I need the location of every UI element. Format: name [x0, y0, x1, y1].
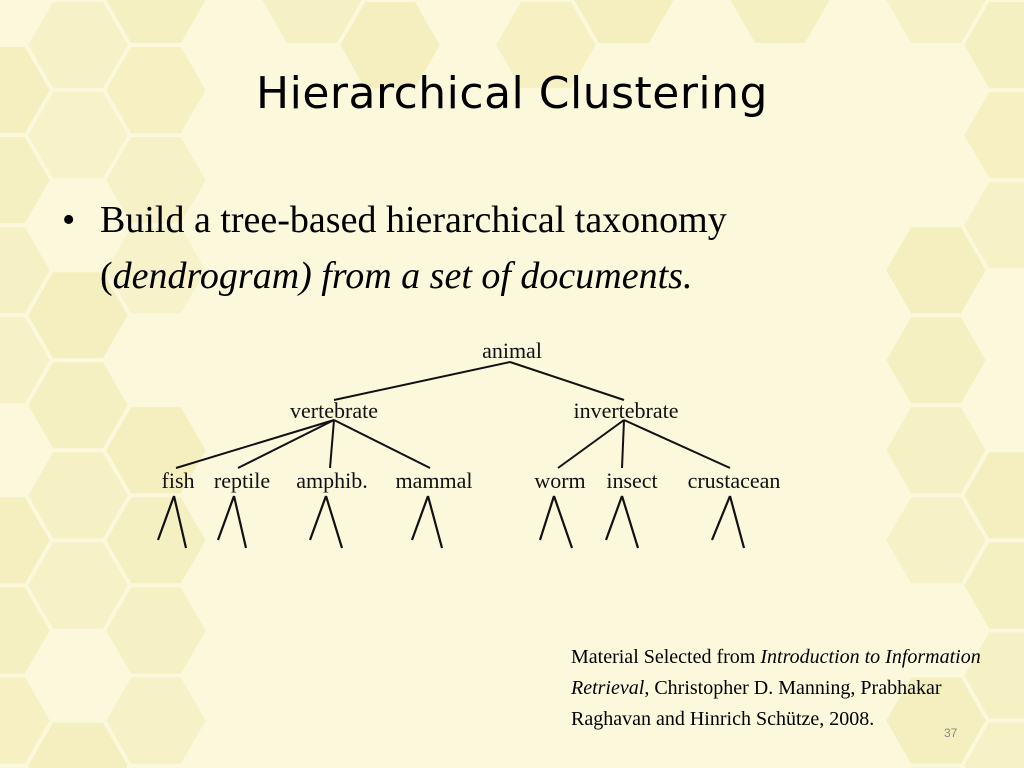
page-number: 37	[944, 726, 958, 740]
leaf-wedge-amphib	[310, 496, 342, 548]
citation-prefix: Material Selected from	[571, 646, 761, 668]
slide-title: Hierarchical Clustering	[256, 68, 768, 119]
edge-vertebrate-amphib	[330, 420, 334, 468]
node-label-mammal: mammal	[395, 468, 473, 493]
citation-authors: , Christopher D. Manning, Prabhakar Raghavan and Hinrich Schütze, 2008.	[571, 677, 942, 730]
leaf-wedge-reptile	[218, 496, 246, 548]
node-label-insect: insect	[606, 468, 658, 493]
node-label-amphib: amphib.	[296, 468, 368, 493]
edge-vertebrate-mammal	[334, 420, 430, 468]
edge-invertebrate-worm	[558, 420, 624, 468]
bullet-text-italic: dendrogram) from a set of documents.	[112, 255, 693, 297]
node-label-animal: animal	[482, 338, 542, 363]
hexagon-shape	[884, 315, 988, 405]
leaf-wedge-insect	[606, 496, 638, 548]
bullet-marker: •	[62, 199, 76, 241]
edge-animal-vertebrate	[334, 362, 510, 400]
hexagon-shape	[728, 0, 832, 45]
node-label-worm: worm	[534, 468, 586, 493]
bullet-text-plain: Build a tree-based hierarchical taxonomy	[100, 199, 727, 241]
node-label-reptile: reptile	[213, 468, 271, 493]
node-label-vertebrate: vertebrate	[290, 398, 378, 423]
leaf-wedge-mammal	[412, 496, 442, 548]
edge-vertebrate-fish	[176, 420, 334, 468]
bullet-text	[100, 192, 880, 304]
leaf-wedge-crustacean	[712, 496, 744, 548]
edge-invertebrate-crustacean	[624, 420, 730, 468]
citation-book-title: Introduction to Information Retrieval	[571, 646, 981, 699]
node-label-crustacean: crustacean	[687, 468, 781, 493]
bullet-paren: (	[100, 255, 113, 297]
node-label-invertebrate: invertebrate	[573, 398, 679, 423]
node-label-fish: fish	[161, 468, 195, 493]
dendrogram-diagram	[140, 330, 820, 570]
edge-animal-invertebrate	[510, 362, 624, 400]
source-citation	[571, 642, 991, 735]
leaf-wedge-worm	[540, 496, 572, 548]
edge-invertebrate-insect	[622, 420, 624, 468]
leaf-wedge-fish	[158, 496, 186, 548]
